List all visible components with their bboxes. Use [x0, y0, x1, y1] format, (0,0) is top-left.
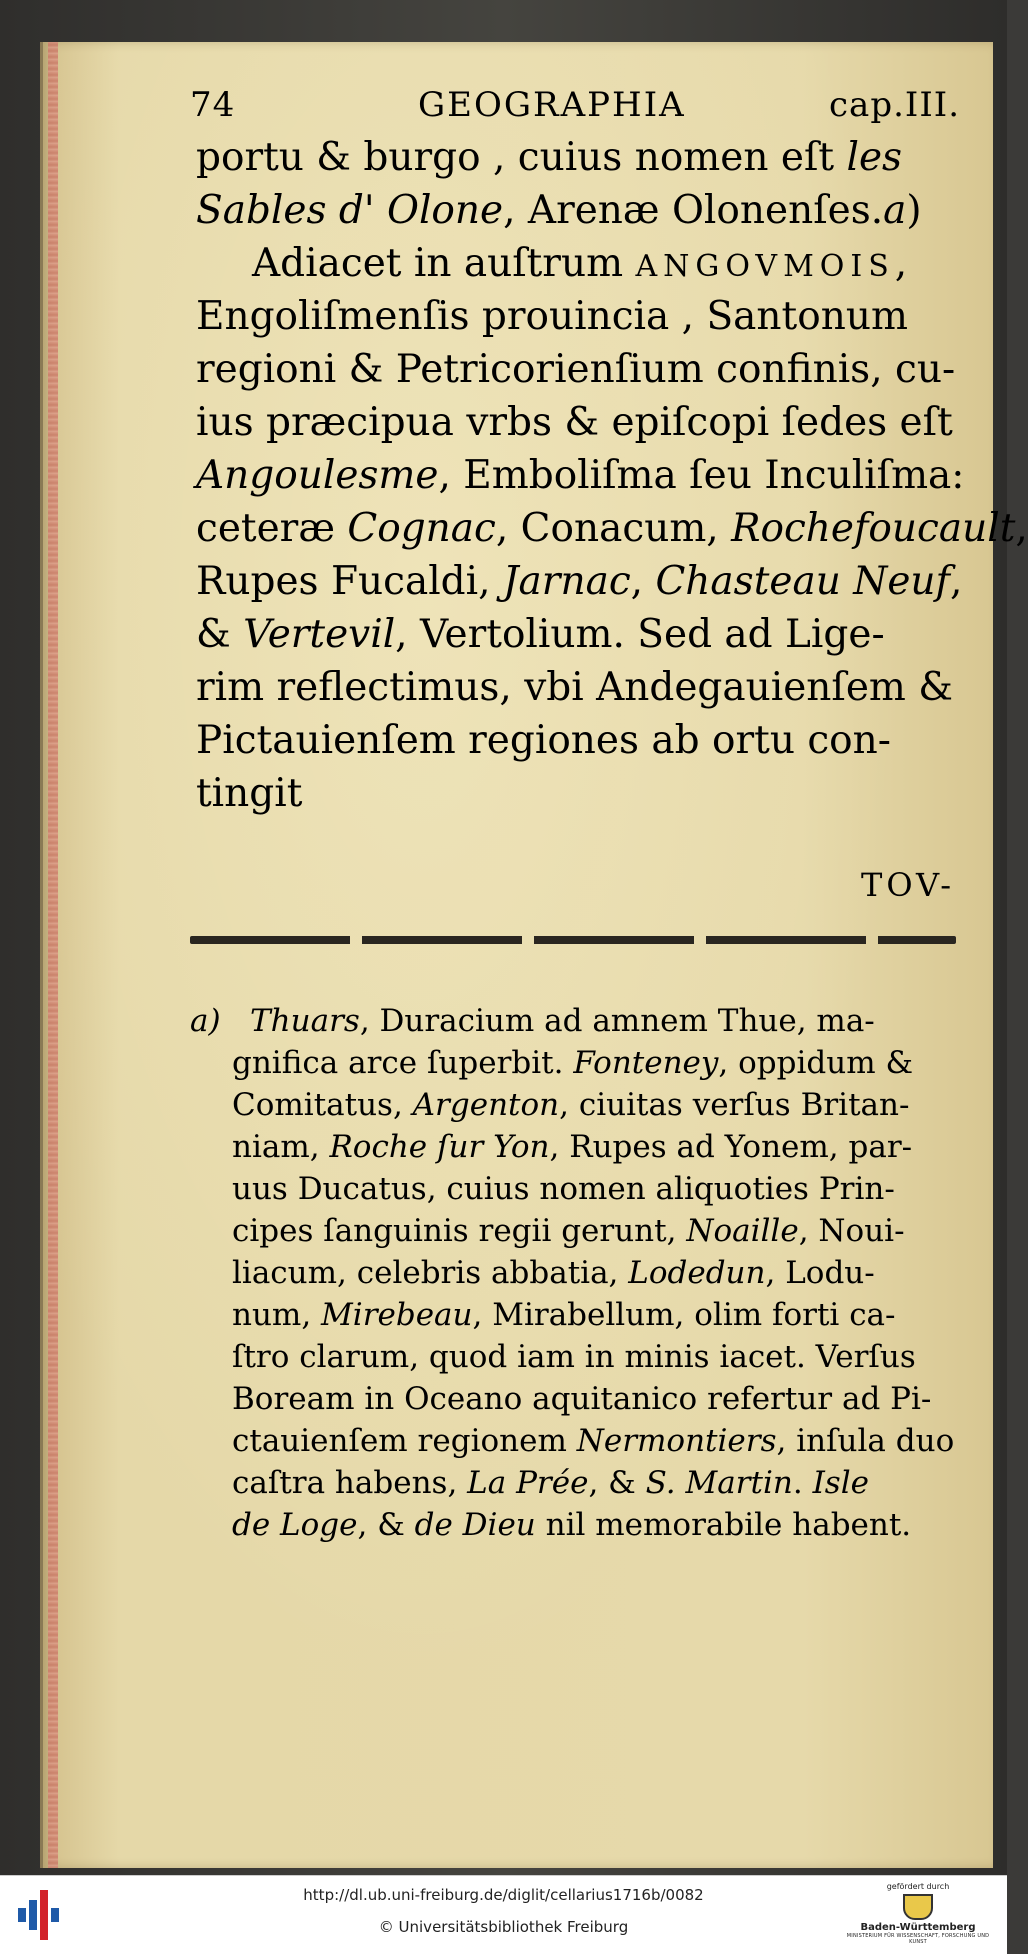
running-header [150, 85, 960, 135]
text-run: gnifica arce ſuperbit. [232, 1045, 574, 1081]
text-run: liacum, celebris abbatia, [232, 1255, 629, 1291]
text-run: & [196, 612, 244, 657]
footnote-line [190, 1462, 960, 1504]
text-run: , oppidum & [718, 1045, 914, 1081]
text-run: Isle [812, 1465, 869, 1501]
text-run: rim reflectimus, vbi Andegauienſem & [196, 665, 954, 710]
catchword: TOV- [861, 866, 955, 904]
text-run: tingit [196, 771, 303, 816]
text-line [196, 661, 966, 714]
text-run: ANGOVMOIS [635, 249, 895, 284]
text-run: , [894, 241, 908, 286]
footnote-line [190, 1504, 960, 1546]
main-text [196, 131, 1028, 820]
text-run: de Loge [232, 1507, 358, 1543]
text-run: niam, [232, 1129, 330, 1165]
text-line [196, 714, 966, 767]
text-run: uus Ducatus, cuius nomen aliquoties Prin- [232, 1171, 895, 1207]
footnote-line [190, 1378, 960, 1420]
text-run: Boream in Oceano aquitanico refertur ad Pi- [232, 1381, 932, 1417]
footnote-line [190, 1126, 960, 1168]
text-run: Rupes Fucaldi, [196, 559, 503, 604]
text-run: , Emboliſma ſeu Inculiſma: [438, 453, 965, 498]
footnote-line [190, 1336, 960, 1378]
text-line [196, 343, 966, 396]
text-run: , [630, 559, 656, 604]
text-line [196, 608, 966, 661]
text-run: , Mirabellum, olim forti ca- [472, 1297, 896, 1333]
text-run: , Lodu- [765, 1255, 875, 1291]
text-run: ctauienſem regionem [232, 1423, 577, 1459]
text-run: Jarnac [502, 559, 631, 604]
text-run: Vertevil [243, 612, 396, 657]
text-run: , [1015, 506, 1028, 551]
text-line [196, 449, 966, 502]
text-run: La Prée [467, 1465, 589, 1501]
footnote-line [190, 1210, 960, 1252]
text-run: Lodedun [628, 1255, 766, 1291]
footnote-line [190, 1294, 960, 1336]
text-run: Mirebeau [321, 1297, 473, 1333]
text-line [196, 184, 966, 237]
sponsor-block [843, 1882, 993, 1945]
footnote-line [190, 1252, 960, 1294]
text-run: . [792, 1465, 813, 1501]
text-run: , & [357, 1507, 415, 1543]
text-run: Thuars [250, 1003, 360, 1039]
text-run: , Vertolium. Sed ad Lige- [395, 612, 885, 657]
text-run: , & [588, 1465, 646, 1501]
sponsor-ministry: MINISTERIUM FÜR WISSENSCHAFT, FORSCHUNG UND KUNST [846, 1933, 990, 1945]
footnote-line [190, 1042, 960, 1084]
text-run: , Duracium ad amnem Thue, ma- [359, 1003, 875, 1039]
footnote-rule [190, 936, 956, 944]
text-run: Cognac [347, 506, 496, 551]
text-line [196, 237, 966, 290]
page-edge-red [48, 42, 58, 1868]
running-title: GEOGRAPHIA [418, 85, 686, 125]
text-line [196, 767, 966, 820]
text-run: ceteræ [196, 506, 348, 551]
text-run: Argenton [412, 1087, 560, 1123]
text-run: Pictauienſem regiones ab ortu con- [196, 718, 891, 763]
text-line [196, 555, 966, 608]
text-run: nil memorabile habent. [535, 1507, 912, 1543]
text-line [196, 502, 1028, 555]
text-run: Roche ſur Yon [329, 1129, 550, 1165]
text-run: ſtro clarum, quod iam in minis iacet. Verſus [232, 1339, 916, 1375]
page-number: 74 [190, 85, 236, 125]
footnote-line [190, 1168, 960, 1210]
crest-icon [903, 1894, 933, 1920]
text-run: portu & burgo , cuius nomen eſt [196, 135, 847, 180]
text-run: ) [906, 188, 922, 233]
sponsor-label: gefördert durch [886, 1882, 950, 1891]
text-run: Noaille [686, 1213, 799, 1249]
text-run: Fonteney [573, 1045, 719, 1081]
text-run: , Rupes ad Yonem, par- [549, 1129, 913, 1165]
text-run: a [883, 188, 907, 233]
text-run: ius præcipua vrbs & epiſcopi ſedes eſt [196, 400, 953, 445]
text-run: , [949, 559, 963, 604]
text-run: , ciuitas verſus Britan- [559, 1087, 910, 1123]
text-run: de Dieu [414, 1507, 536, 1543]
text-run: , Conacum, [495, 506, 732, 551]
text-run: , inſula duo [776, 1423, 955, 1459]
text-run: S. Martin [645, 1465, 793, 1501]
footnote [190, 1000, 960, 1546]
copyright-notice: © Universitätsbibliothek Freiburg [378, 1918, 629, 1936]
text-run: Engoliſmenſis prouincia , Santonum [196, 294, 908, 339]
text-line [196, 290, 966, 343]
text-run: Comitatus, [232, 1087, 413, 1123]
text-line [196, 396, 966, 449]
footnote-line [190, 1420, 960, 1462]
text-run: Chasteau Neuf [655, 559, 950, 604]
text-run: caſtra habens, [232, 1465, 468, 1501]
text-line [196, 131, 966, 184]
text-run: Sables d' Olone [196, 188, 504, 233]
footnote-line [190, 1000, 960, 1042]
footnote-line [190, 1084, 960, 1126]
text-run: Nermontiers [576, 1423, 777, 1459]
footnote-marker: a) [190, 1003, 221, 1039]
text-run: Angoulesme [196, 453, 439, 498]
permalink-url[interactable]: http://dl.ub.uni-freiburg.de/diglit/cellarius1716b/0082 [303, 1886, 704, 1904]
text-run: regioni & Petricorienſium confinis, cu- [196, 347, 956, 392]
sponsor-name: Baden-Württemberg [860, 1922, 976, 1933]
viewer-footer [0, 1875, 1007, 1954]
chapter-label: cap.III. [829, 85, 960, 125]
text-run: num, [232, 1297, 322, 1333]
text-run: Adiacet in auſtrum [252, 241, 636, 286]
text-run: Rochefoucault [731, 506, 1016, 551]
text-run: cipes ſanguinis regii gerunt, [232, 1213, 687, 1249]
text-run: , Arenæ Olonenſes. [503, 188, 884, 233]
text-run: , Noui- [798, 1213, 905, 1249]
text-run: les [846, 135, 903, 180]
